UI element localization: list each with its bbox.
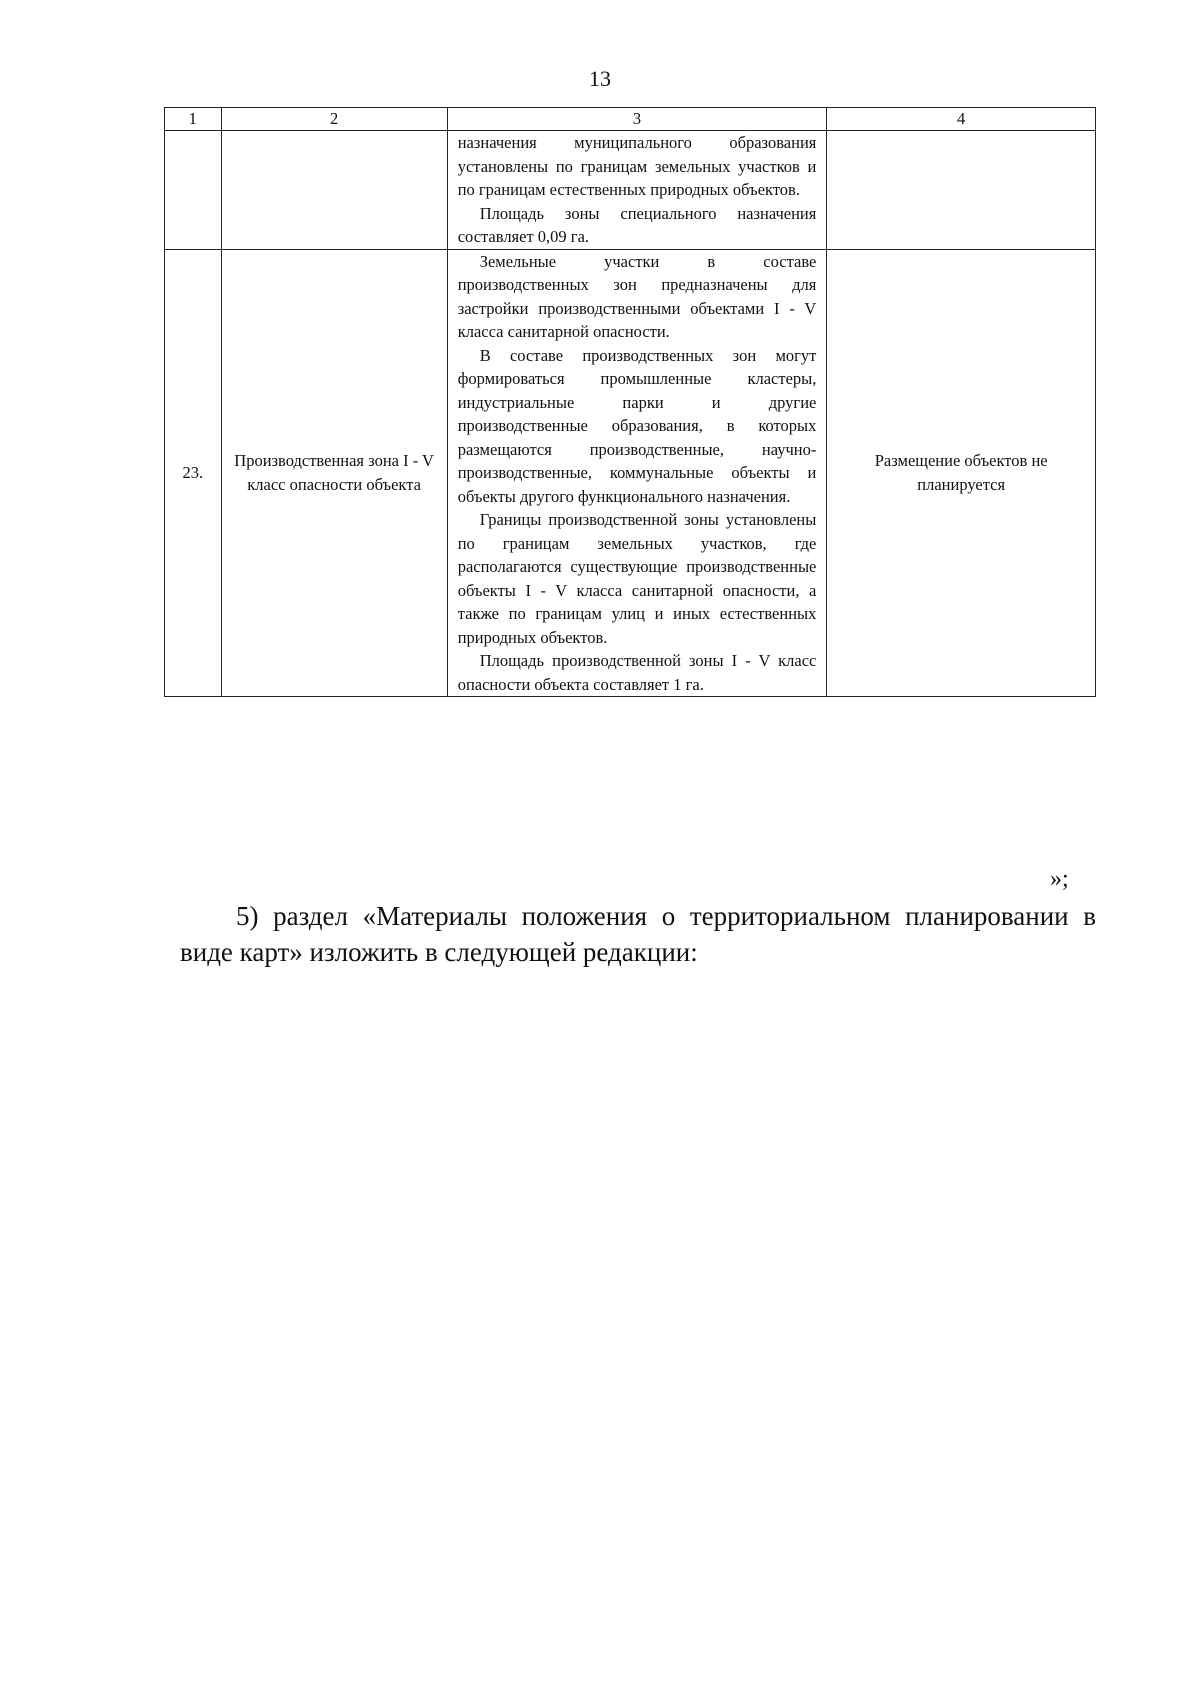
zones-table xyxy=(164,107,1096,697)
zone-description xyxy=(447,249,827,697)
continuation-planning-cell xyxy=(827,131,1096,250)
closing-quote: »; xyxy=(1050,866,1069,892)
continuation-description-cell xyxy=(447,131,827,250)
continuation-paragraph: назначения муниципального образования установлены по границам земельных участков и по границам естественных природных объектов. xyxy=(457,133,817,199)
row-number: 23. xyxy=(165,249,222,697)
table-row-23 xyxy=(165,249,1096,697)
description-paragraph: В составе производственных зон могут формироваться промышленные кластеры, индустриальные парки и другие производственные образования, в которых размещаются производственные, научно-производственные, коммунальные объекты и объекты другого функционального назначения. xyxy=(457,345,817,506)
header-cell-3: 3 xyxy=(447,108,827,131)
header-cell-1: 1 xyxy=(165,108,222,131)
zone-name: Производственная зона I - V класс опасности объекта xyxy=(221,249,447,697)
planning-status: Размещение объектов не планируется xyxy=(827,249,1096,697)
table-header-row xyxy=(165,108,1096,131)
continuation-zone-cell xyxy=(221,131,447,250)
description-paragraph: Площадь производственной зоны I - V класс опасности объекта составляет 1 га. xyxy=(457,651,817,694)
instruction-paragraph: 5) раздел «Материалы положения о территориальном планировании в виде карт» изложить в следующей редакции: xyxy=(180,901,1096,967)
header-cell-4: 4 xyxy=(827,108,1096,131)
page-number: 13 xyxy=(589,66,611,91)
description-paragraph: Земельные участки в составе производственных зон предназначены для застройки производственными объектами I - V класса санитарной опасности. xyxy=(457,251,817,341)
continuation-row xyxy=(165,131,1096,250)
continuation-number-cell xyxy=(165,131,222,250)
continuation-paragraph: Площадь зоны специального назначения составляет 0,09 га. xyxy=(457,203,817,246)
description-paragraph: Границы производственной зоны установлены по границам земельных участков, где располагаются существующие производственные объекты I - V класса санитарной опасности, а также по границам улиц и иных естественных природных объектов. xyxy=(457,510,817,647)
header-cell-2: 2 xyxy=(221,108,447,131)
